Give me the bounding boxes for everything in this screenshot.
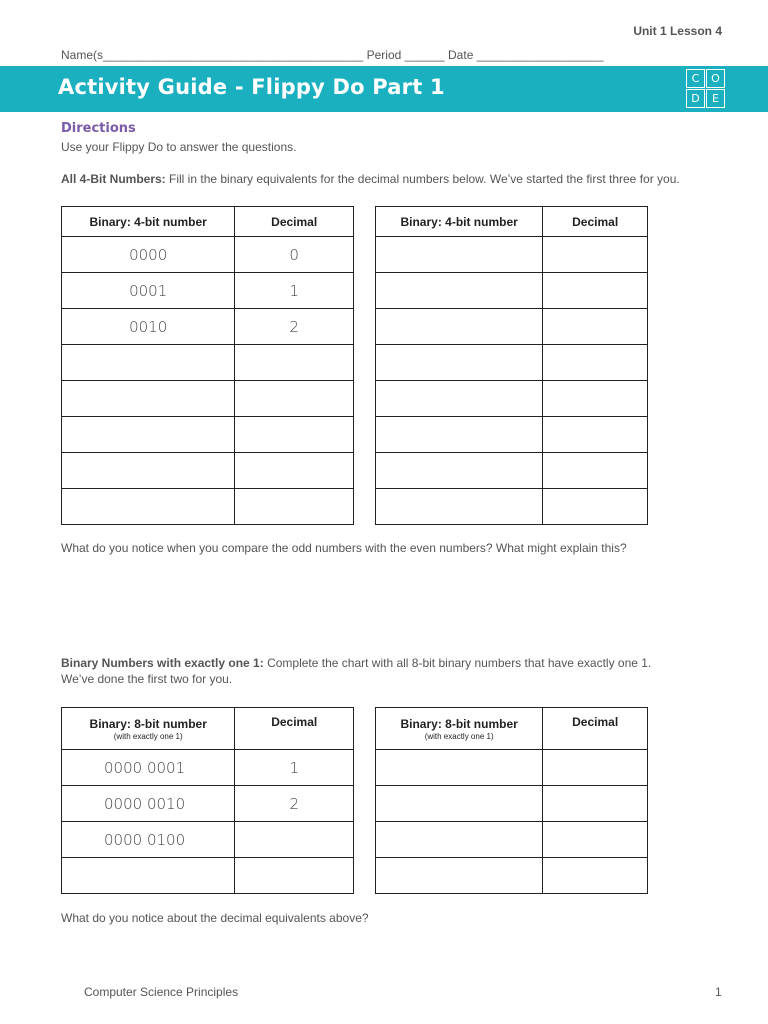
question-odd-even: What do you notice when you compare the odd numbers with the even numbers? What might explain this? [61,541,627,555]
title-banner [0,66,768,112]
section2-instructions [61,656,651,670]
decimal-cell[interactable] [543,237,648,273]
column-header-decimal: Decimal [543,207,648,237]
table-row [376,858,648,894]
decimal-cell[interactable]: 0 [235,237,354,273]
table-row [62,858,354,894]
logo-letter: E [706,89,725,108]
binary-cell[interactable] [376,489,543,525]
eight-bit-table-right [375,707,648,894]
four-bit-table-left [61,206,354,525]
binary-cell[interactable] [62,345,235,381]
binary-cell[interactable]: 0000 0001 [62,750,235,786]
code-logo [686,69,726,109]
binary-cell[interactable] [376,822,543,858]
binary-cell[interactable]: 0010 [62,309,235,345]
binary-cell[interactable] [62,858,235,894]
binary-cell[interactable]: 0000 [62,237,235,273]
header-label: Binary: 8-bit number [400,716,518,731]
question-decimal-equivalents: What do you notice about the decimal equivalents above? [61,911,369,925]
binary-cell[interactable] [376,858,543,894]
table-row [62,786,354,822]
table-row [376,345,648,381]
table-row [62,381,354,417]
decimal-cell[interactable]: 1 [235,273,354,309]
decimal-cell[interactable] [543,489,648,525]
page-title: Activity Guide - Flippy Do Part 1 [58,75,445,99]
section1-text: Fill in the binary equivalents for the decimal numbers below. We’ve started the first three for you. [165,172,680,186]
column-header-decimal: Decimal [543,708,648,750]
decimal-cell[interactable] [543,822,648,858]
column-header-binary: Binary: 4-bit number [376,207,543,237]
binary-cell[interactable] [376,273,543,309]
section1-label: All 4-Bit Numbers: [61,172,166,186]
binary-cell[interactable]: 0000 0100 [62,822,235,858]
decimal-cell[interactable] [543,858,648,894]
logo-letter: O [706,69,725,88]
table-row [376,417,648,453]
decimal-cell[interactable]: 2 [235,786,354,822]
table-row [376,237,648,273]
binary-cell[interactable] [62,453,235,489]
footer-course: Computer Science Principles [84,985,239,999]
directions-heading: Directions [61,121,136,136]
binary-cell[interactable]: 0001 [62,273,235,309]
binary-cell[interactable] [376,381,543,417]
binary-cell[interactable] [62,381,235,417]
decimal-cell[interactable] [235,345,354,381]
binary-cell[interactable]: 0000 0010 [62,786,235,822]
table-row [376,786,648,822]
decimal-cell[interactable] [235,489,354,525]
header-subtitle: (with exactly one 1) [113,731,183,741]
binary-cell[interactable] [376,345,543,381]
decimal-cell[interactable] [543,750,648,786]
table-row [62,453,354,489]
footer-page-number: 1 [715,985,722,999]
decimal-cell[interactable] [543,309,648,345]
table-row [376,453,648,489]
table-row [376,381,648,417]
binary-cell[interactable] [62,417,235,453]
table-row [376,273,648,309]
table-row [62,489,354,525]
decimal-cell[interactable] [543,381,648,417]
section2-text-continued: We’ve done the first two for you. [61,672,233,686]
table-row [62,237,354,273]
decimal-cell[interactable] [543,273,648,309]
column-header-binary: Binary: 4-bit number [62,207,235,237]
section2-label: Binary Numbers with exactly one 1: [61,656,264,670]
binary-cell[interactable] [376,453,543,489]
table-row [62,273,354,309]
decimal-cell[interactable]: 2 [235,309,354,345]
binary-cell[interactable] [376,417,543,453]
decimal-cell[interactable] [235,822,354,858]
name-period-date-line: Name(s_______________________________________ Period ______ Date ___________________ [61,48,604,62]
binary-cell[interactable] [376,309,543,345]
decimal-cell[interactable] [235,417,354,453]
binary-cell[interactable] [376,237,543,273]
column-header-binary [376,708,543,750]
header-label: Binary: 8-bit number [89,716,207,731]
section1-instructions [61,172,680,186]
four-bit-table-right [375,206,648,525]
table-row [62,822,354,858]
binary-cell[interactable] [376,786,543,822]
logo-letter: C [686,69,705,88]
binary-cell[interactable] [376,750,543,786]
table-row [62,750,354,786]
column-header-decimal: Decimal [235,708,354,750]
table-row [62,345,354,381]
table-row [62,417,354,453]
decimal-cell[interactable] [543,786,648,822]
table-row [376,489,648,525]
table-row [376,309,648,345]
table-row [62,309,354,345]
decimal-cell[interactable] [543,417,648,453]
directions-text: Use your Flippy Do to answer the questions. [61,140,297,154]
decimal-cell[interactable] [235,453,354,489]
decimal-cell[interactable] [235,381,354,417]
header-subtitle: (with exactly one 1) [424,731,494,741]
section2-text: Complete the chart with all 8-bit binary numbers that have exactly one 1. [263,656,652,670]
binary-cell[interactable] [62,489,235,525]
column-header-binary [62,708,235,750]
decimal-cell[interactable] [543,345,648,381]
table-row [376,750,648,786]
eight-bit-table-left [61,707,354,894]
lesson-label: Unit 1 Lesson 4 [633,24,722,38]
decimal-cell[interactable] [235,858,354,894]
logo-letter: D [686,89,705,108]
table-row [376,822,648,858]
column-header-decimal: Decimal [235,207,354,237]
decimal-cell[interactable] [543,453,648,489]
decimal-cell[interactable]: 1 [235,750,354,786]
